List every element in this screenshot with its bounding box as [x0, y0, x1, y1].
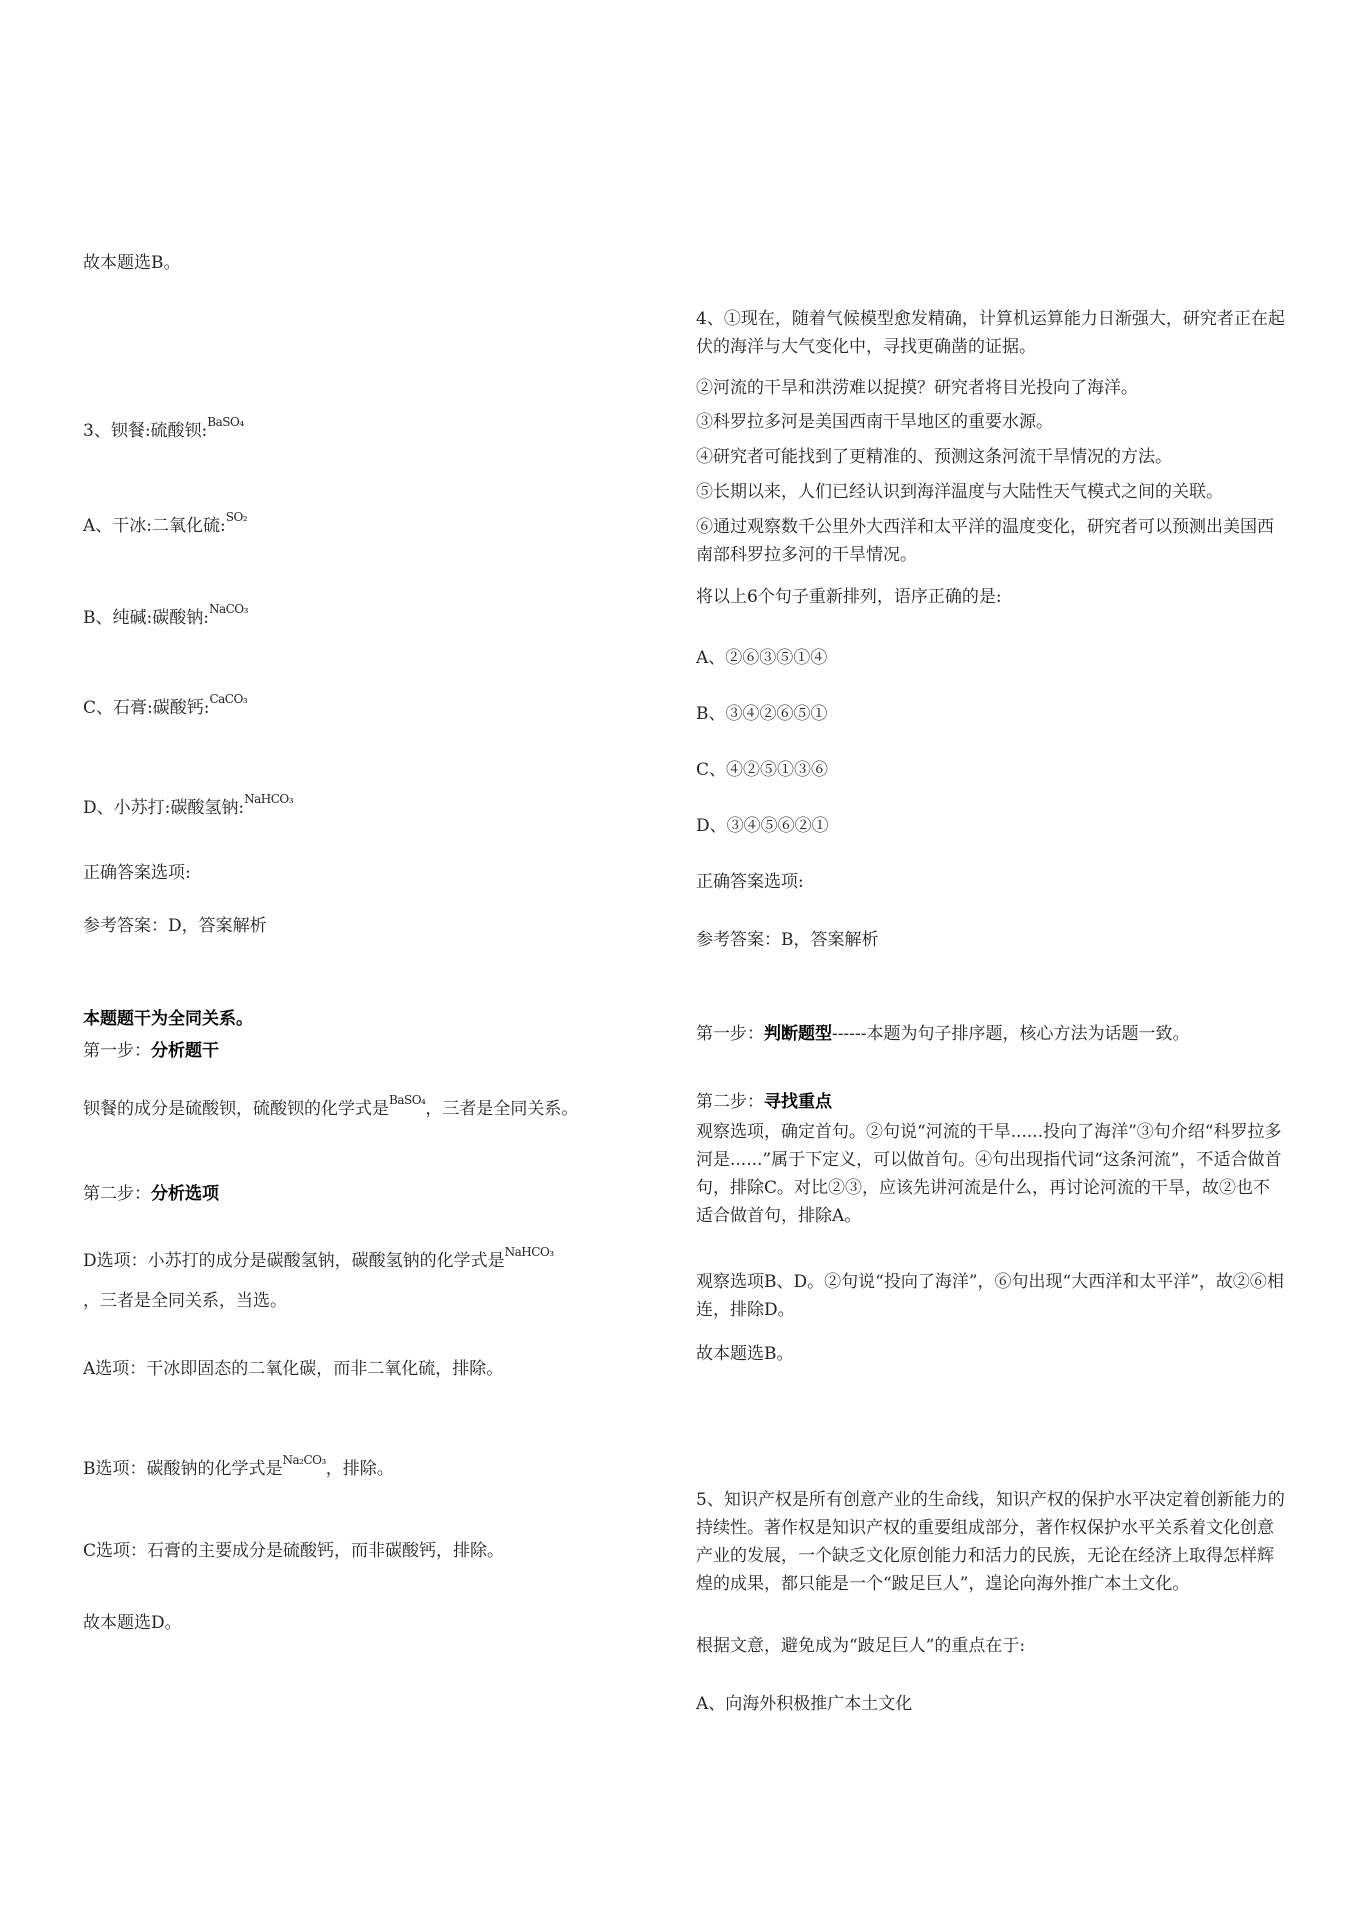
q4-sentence-5: ⑤长期以来，人们已经认识到海洋温度与大陆性天气模式之间的关联。: [696, 482, 1223, 502]
q4-option-d[interactable]: D、③④⑤⑥②①: [696, 816, 829, 836]
q3-option-d[interactable]: D、小苏打:碳酸氢钠:$^{NaHCO_3}$: [83, 792, 294, 818]
q5-question: 根据文意，避免成为“跛足巨人”的重点在于:: [696, 1636, 1026, 1656]
q4-question: 将以上6个句子重新排列，语序正确的是:: [696, 587, 1002, 607]
q4-option-b[interactable]: B、③④②⑥⑤①: [696, 704, 828, 724]
q4-conclusion: 故本题选B。: [696, 1344, 794, 1364]
q4-sentence-4: ④研究者可能找到了更精准的、预测这条河流干旱情况的方法。: [696, 447, 1172, 467]
q3-step1-text: 钡餐的成分是硫酸钡，硫酸钡的化学式是$^{BaSO_4}$，三者是全同关系。: [83, 1093, 579, 1119]
q4-sentence-2: ②河流的干旱和洪涝难以捉摸？研究者将目光投向了海洋。: [696, 378, 1138, 398]
q3-d-analysis-cont: ，三者是全同关系，当选。: [83, 1291, 287, 1311]
q4-step2-heading: 第二步：寻找重点: [696, 1092, 832, 1112]
q3-b-analysis: B选项：碳酸钠的化学式是$^{Na_2CO_3}$，排除。: [83, 1453, 394, 1479]
q3-option-c[interactable]: C、石膏:碳酸钙:$^{CaCO_3}$: [83, 692, 248, 718]
q4-stem: 4、①现在，随着气候模型愈发精确，计算机运算能力日渐强大，研究者正在起伏的海洋与大气变化中，寻找更确凿的证据。: [696, 309, 1285, 357]
q3-correct-label: 正确答案选项:: [83, 863, 191, 883]
q3-step1-heading: 第一步：分析题干: [83, 1041, 219, 1061]
q5-option-a[interactable]: A、向海外积极推广本土文化: [696, 1694, 913, 1714]
q3-option-b[interactable]: B、纯碱:碳酸钠:$^{NaCO_3}$: [83, 602, 248, 628]
q3-step2-heading: 第二步：分析选项: [83, 1184, 219, 1204]
q4-step2-text2: 观察选项B、D。②句说“投向了海洋”，⑥句出现“大西洋和太平洋”，故②⑥相连，排除D。: [696, 1272, 1284, 1320]
q3-option-a[interactable]: A、干冰:二氧化硫:$^{SO_2}$: [83, 510, 248, 536]
q3-conclusion: 故本题选D。: [83, 1613, 182, 1633]
q3-stem: 3、钡餐:硫酸钡:$^{BaSO_4}$: [83, 415, 244, 441]
q4-ref-answer: 参考答案：B，答案解析: [696, 930, 879, 950]
q4-step2-text: 观察选项，确定首句。②句说“河流的干旱......投向了海洋”③句介绍“科罗拉多河是......”属于下定义，可以做首句。④句出现指代词“这条河流”，不适合做首句，排除C。对比②③，应该先讲河流是什么，再讨论河流的干旱，故②也不适合做首句，排除A。: [696, 1122, 1282, 1226]
q4-correct-label: 正确答案选项:: [696, 872, 804, 892]
prev-conclusion: 故本题选B。: [83, 253, 181, 273]
q4-step1: 第一步：判断题型------本题为句子排序题，核心方法为话题一致。: [696, 1024, 1190, 1044]
q3-c-analysis: C选项：石膏的主要成分是硫酸钙，而非碳酸钙，排除。: [83, 1541, 505, 1561]
q3-a-analysis: A选项：干冰即固态的二氧化碳，而非二氧化硫，排除。: [83, 1359, 504, 1379]
q4-option-a[interactable]: A、②⑥③⑤①④: [696, 648, 828, 668]
q3-d-analysis: D选项：小苏打的成分是碳酸氢钠，碳酸氢钠的化学式是$^{NaHCO_3}$: [83, 1245, 554, 1271]
q4-sentence-3: ③科罗拉多河是美国西南干旱地区的重要水源。: [696, 412, 1053, 432]
q3-formula: BaSO₄: [207, 415, 244, 429]
q5-stem: 5、知识产权是所有创意产业的生命线，知识产权的保护水平决定着创新能力的持续性。著作权是知识产权的重要组成部分，著作权保护水平关系着文化创意产业的发展，一个缺乏文化原创能力和活力的民族，无论在经济上取得怎样辉煌的成果，都只能是一个“跛足巨人”，遑论向海外推广本土文化。: [696, 1490, 1285, 1594]
q4-sentence-6: ⑥通过观察数千公里外大西洋和太平洋的温度变化，研究者可以预测出美国西南部科罗拉多河的干旱情况。: [696, 517, 1274, 565]
q3-analysis-title: 本题题干为全同关系。: [83, 1009, 253, 1029]
q4-option-c[interactable]: C、④②⑤①③⑥: [696, 760, 829, 780]
q3-ref-answer: 参考答案：D，答案解析: [83, 916, 267, 936]
